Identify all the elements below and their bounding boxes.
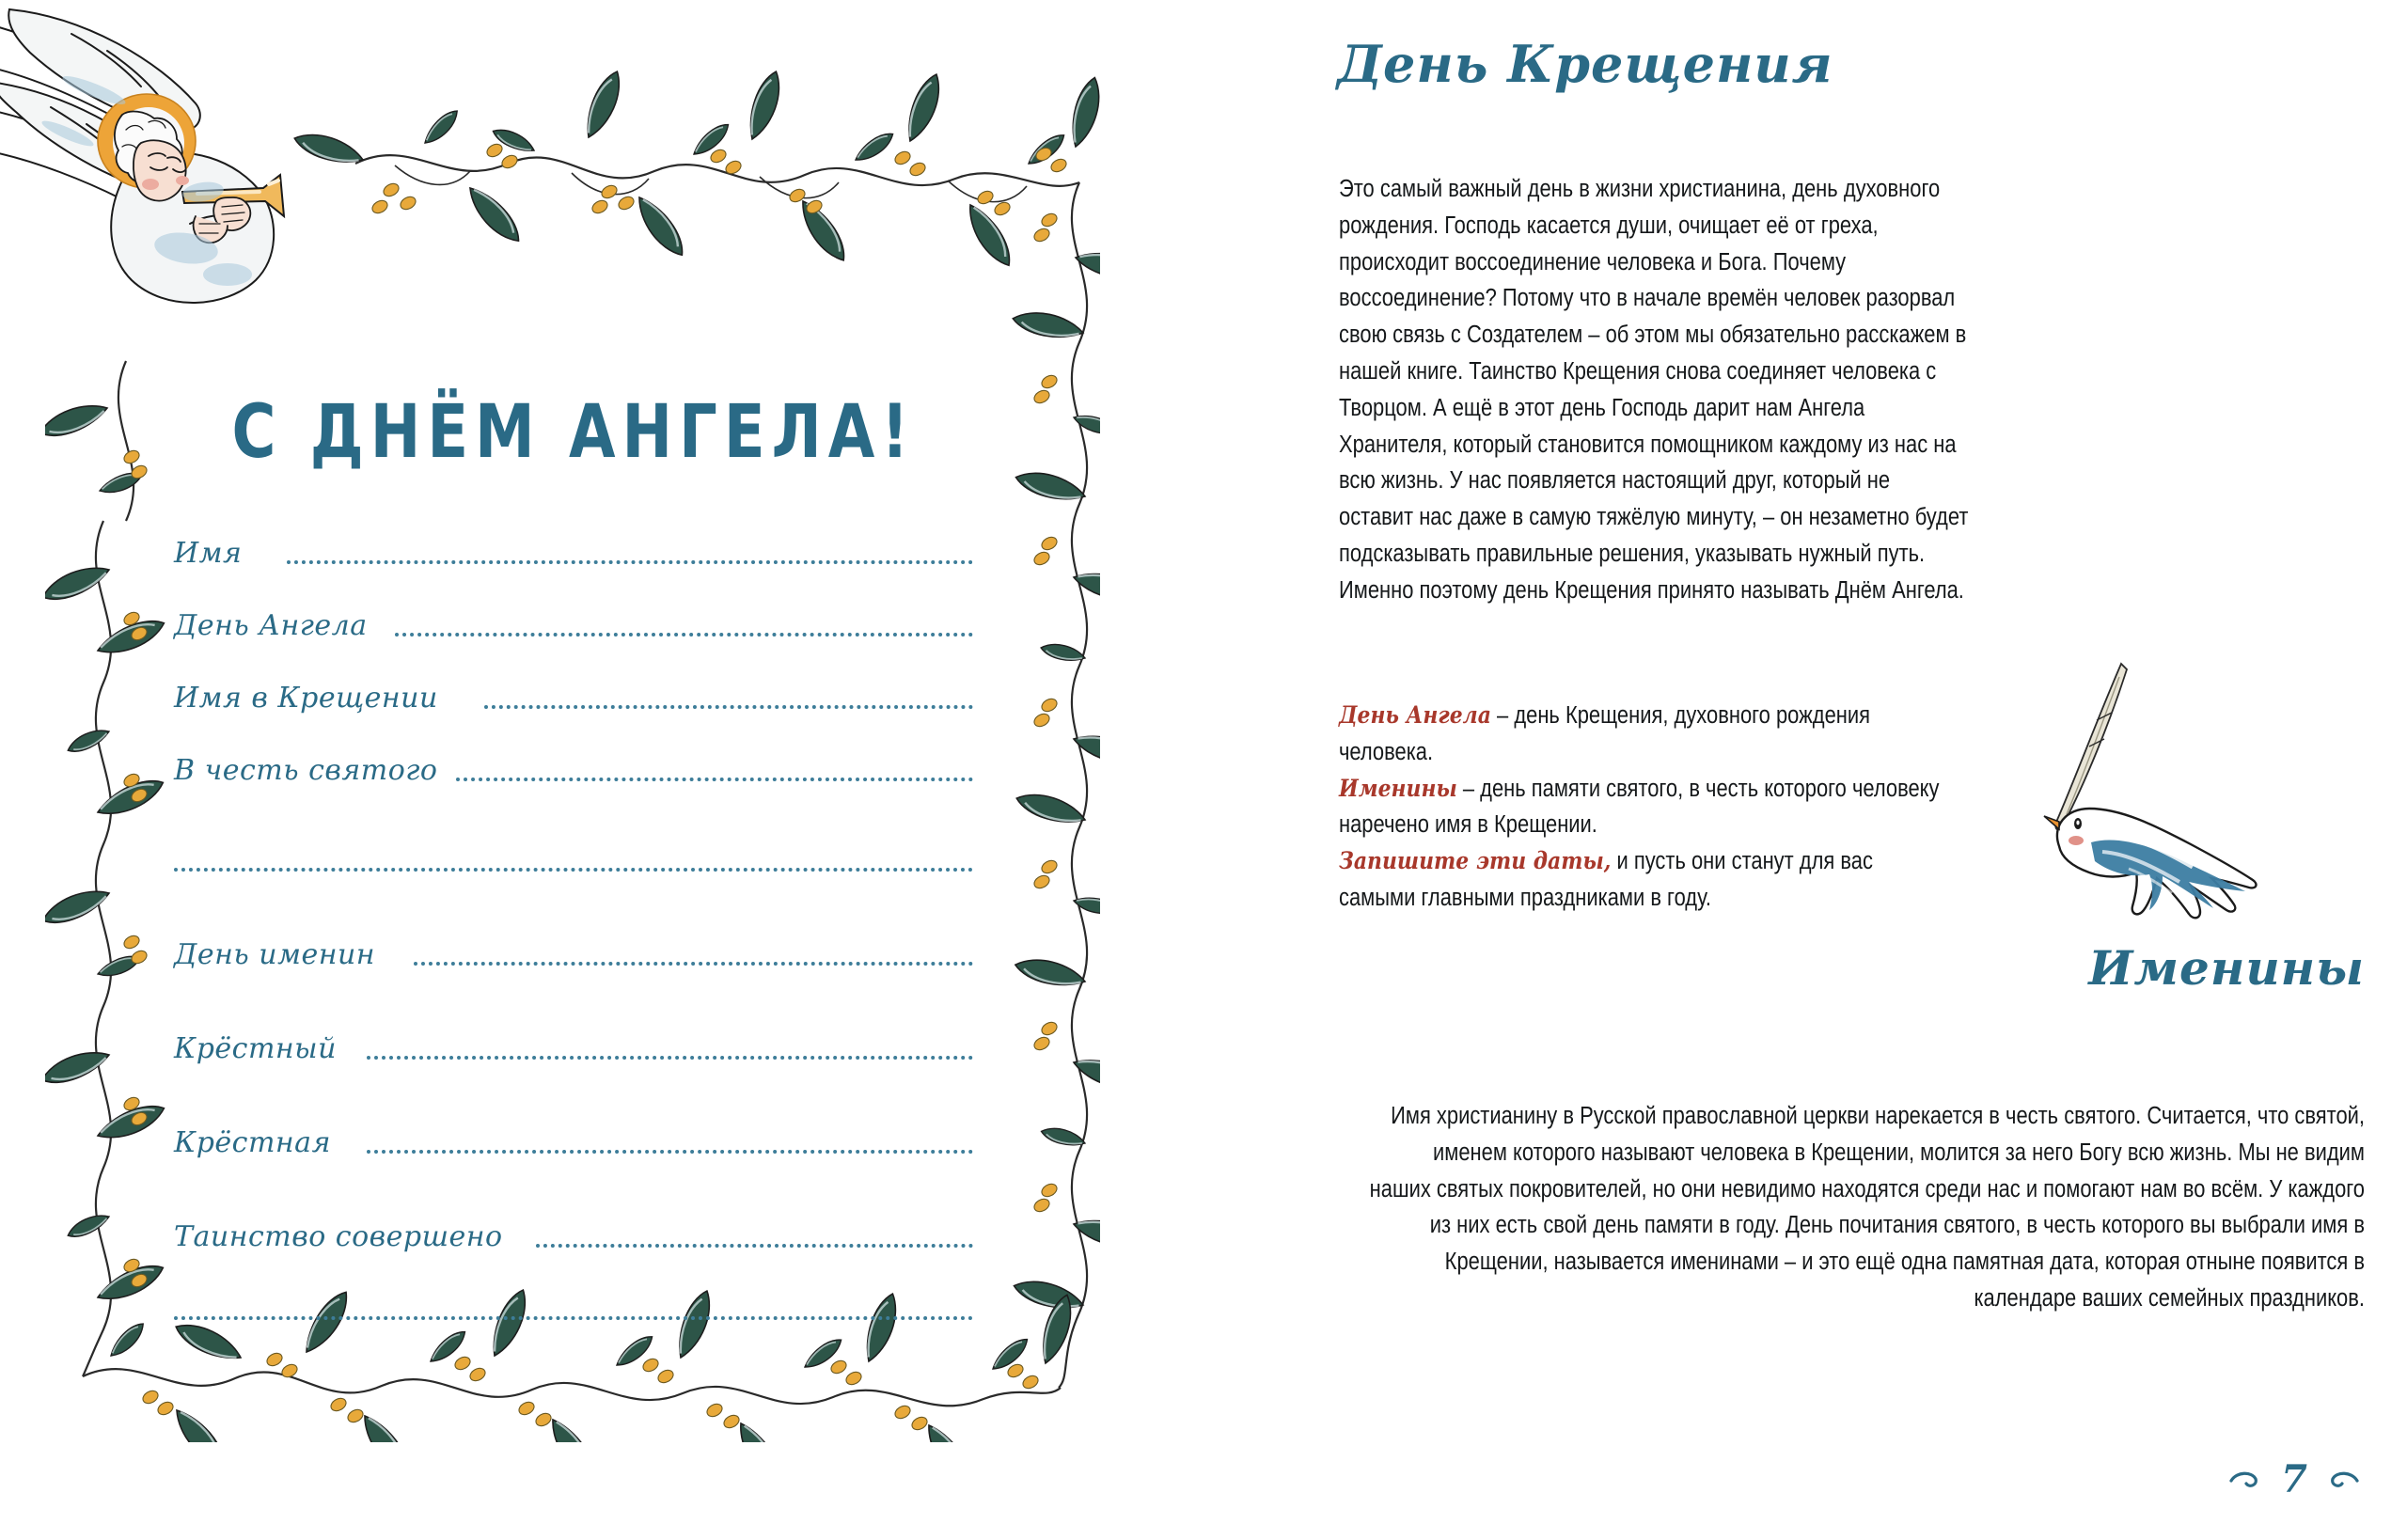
field-label-baptism-name: Имя в Крещении (174, 682, 438, 715)
page-number: 7 (2281, 1457, 2307, 1501)
field-line-in-honor-of-saint[interactable] (456, 774, 973, 781)
term-zapishite-eti-daty: Запишите эти даты, (1339, 847, 1612, 876)
definitions-block (1339, 698, 1954, 917)
vine-right (1011, 182, 1100, 1388)
term-imeniny: Именины (1339, 774, 1457, 803)
field-label-godfather: Крёстный (174, 1032, 337, 1065)
field-label-in-honor-of-saint: В честь святого (174, 754, 438, 787)
field-label-sacrament-performed: Таинство совершено (174, 1220, 503, 1253)
field-line-continuation-2[interactable] (174, 1312, 973, 1320)
form-row (174, 1174, 973, 1268)
form-row (174, 512, 973, 585)
field-line-godfather[interactable] (367, 1052, 973, 1060)
tail-paragraph: Имя христианину в Русской православной церкви нарекается в честь святого. Считается, что святой, именем которого называют человека в Крещении, молится за него Богу всю жизнь. Мы не видим наших святых покровителей, но они невидимо находятся среди нас и помогают нам во всём. У каждого из них есть свой день памяти в году. День почитания святого, в честь которого вы выбрали имя в Крещении, называется именинами – и это ещё одна памятная дата, которая отныне появится в календаре ваших семейных праздников. (1369, 1103, 2365, 1312)
vine-left (45, 361, 168, 1376)
angel-day-form (174, 512, 973, 1341)
field-line-godmother[interactable] (367, 1146, 973, 1154)
form-row (174, 986, 973, 1080)
def-text-0: – день Крещения, духовного рождения человека. (1339, 702, 1871, 765)
folio-ornament (2224, 1453, 2365, 1501)
def-text-2: и пусть они станут для вас самыми главными праздниками в году. (1339, 848, 1873, 911)
bird-with-quill-illustration (2031, 658, 2275, 931)
field-line-name-day[interactable] (414, 958, 973, 966)
form-row (174, 1268, 973, 1341)
form-row (174, 657, 973, 730)
form-row (174, 802, 973, 892)
form-row (174, 730, 973, 802)
field-line-name[interactable] (287, 557, 973, 564)
right-page (1204, 0, 2407, 1540)
def-text-1: – день памяти святого, в честь которого человеку наречено имя в Крещении. (1339, 775, 1940, 839)
intro-paragraph: Это самый важный день в жизни христианина, день духовного рождения. Господь касается души, очищает её от греха, происходит воссоединение человека и Бога. Почему воссоединение? Потому что в начале времён человек разорвал свою связь с Создателем – об этом мы обязательно расскажем в нашей книге. Таинство Крещения снова соединяет человека с Творцом. А ещё в этот день Господь дарит нам Ангела Хранителя, который становится помощником каждому из нас на всю жизнь. У нас появляется настоящий друг, который не оставит нас даже в самую тяжёлую минуту, – он незаметно будет подсказывать правильные решения, указывать нужный путь. Именно поэтому день Крещения принято называть Днём Ангела. (1339, 176, 1969, 604)
field-label-name-day: День именин (174, 938, 376, 971)
field-label-angel-day: День Ангела (174, 609, 368, 642)
vine-top (291, 68, 1100, 272)
page-folio (1204, 1453, 2365, 1506)
term-den-angela: День Ангела (1339, 701, 1491, 730)
page-title: С ДНЁМ АНГЕЛА! (231, 390, 916, 476)
heading-imeniny: Именины (2088, 940, 2365, 996)
form-row (174, 585, 973, 657)
field-line-baptism-name[interactable] (484, 701, 973, 709)
field-line-sacrament-performed[interactable] (536, 1240, 973, 1248)
heading-den-kreshcheniya: День Крещения (1337, 34, 1833, 94)
field-label-godmother: Крёстная (174, 1126, 331, 1159)
field-label-name: Имя (174, 537, 243, 570)
form-row (174, 892, 973, 986)
field-line-continuation-1[interactable] (174, 864, 973, 872)
form-row (174, 1080, 973, 1174)
angel-with-trumpet-illustration (0, 0, 357, 387)
field-line-angel-day[interactable] (395, 629, 973, 636)
